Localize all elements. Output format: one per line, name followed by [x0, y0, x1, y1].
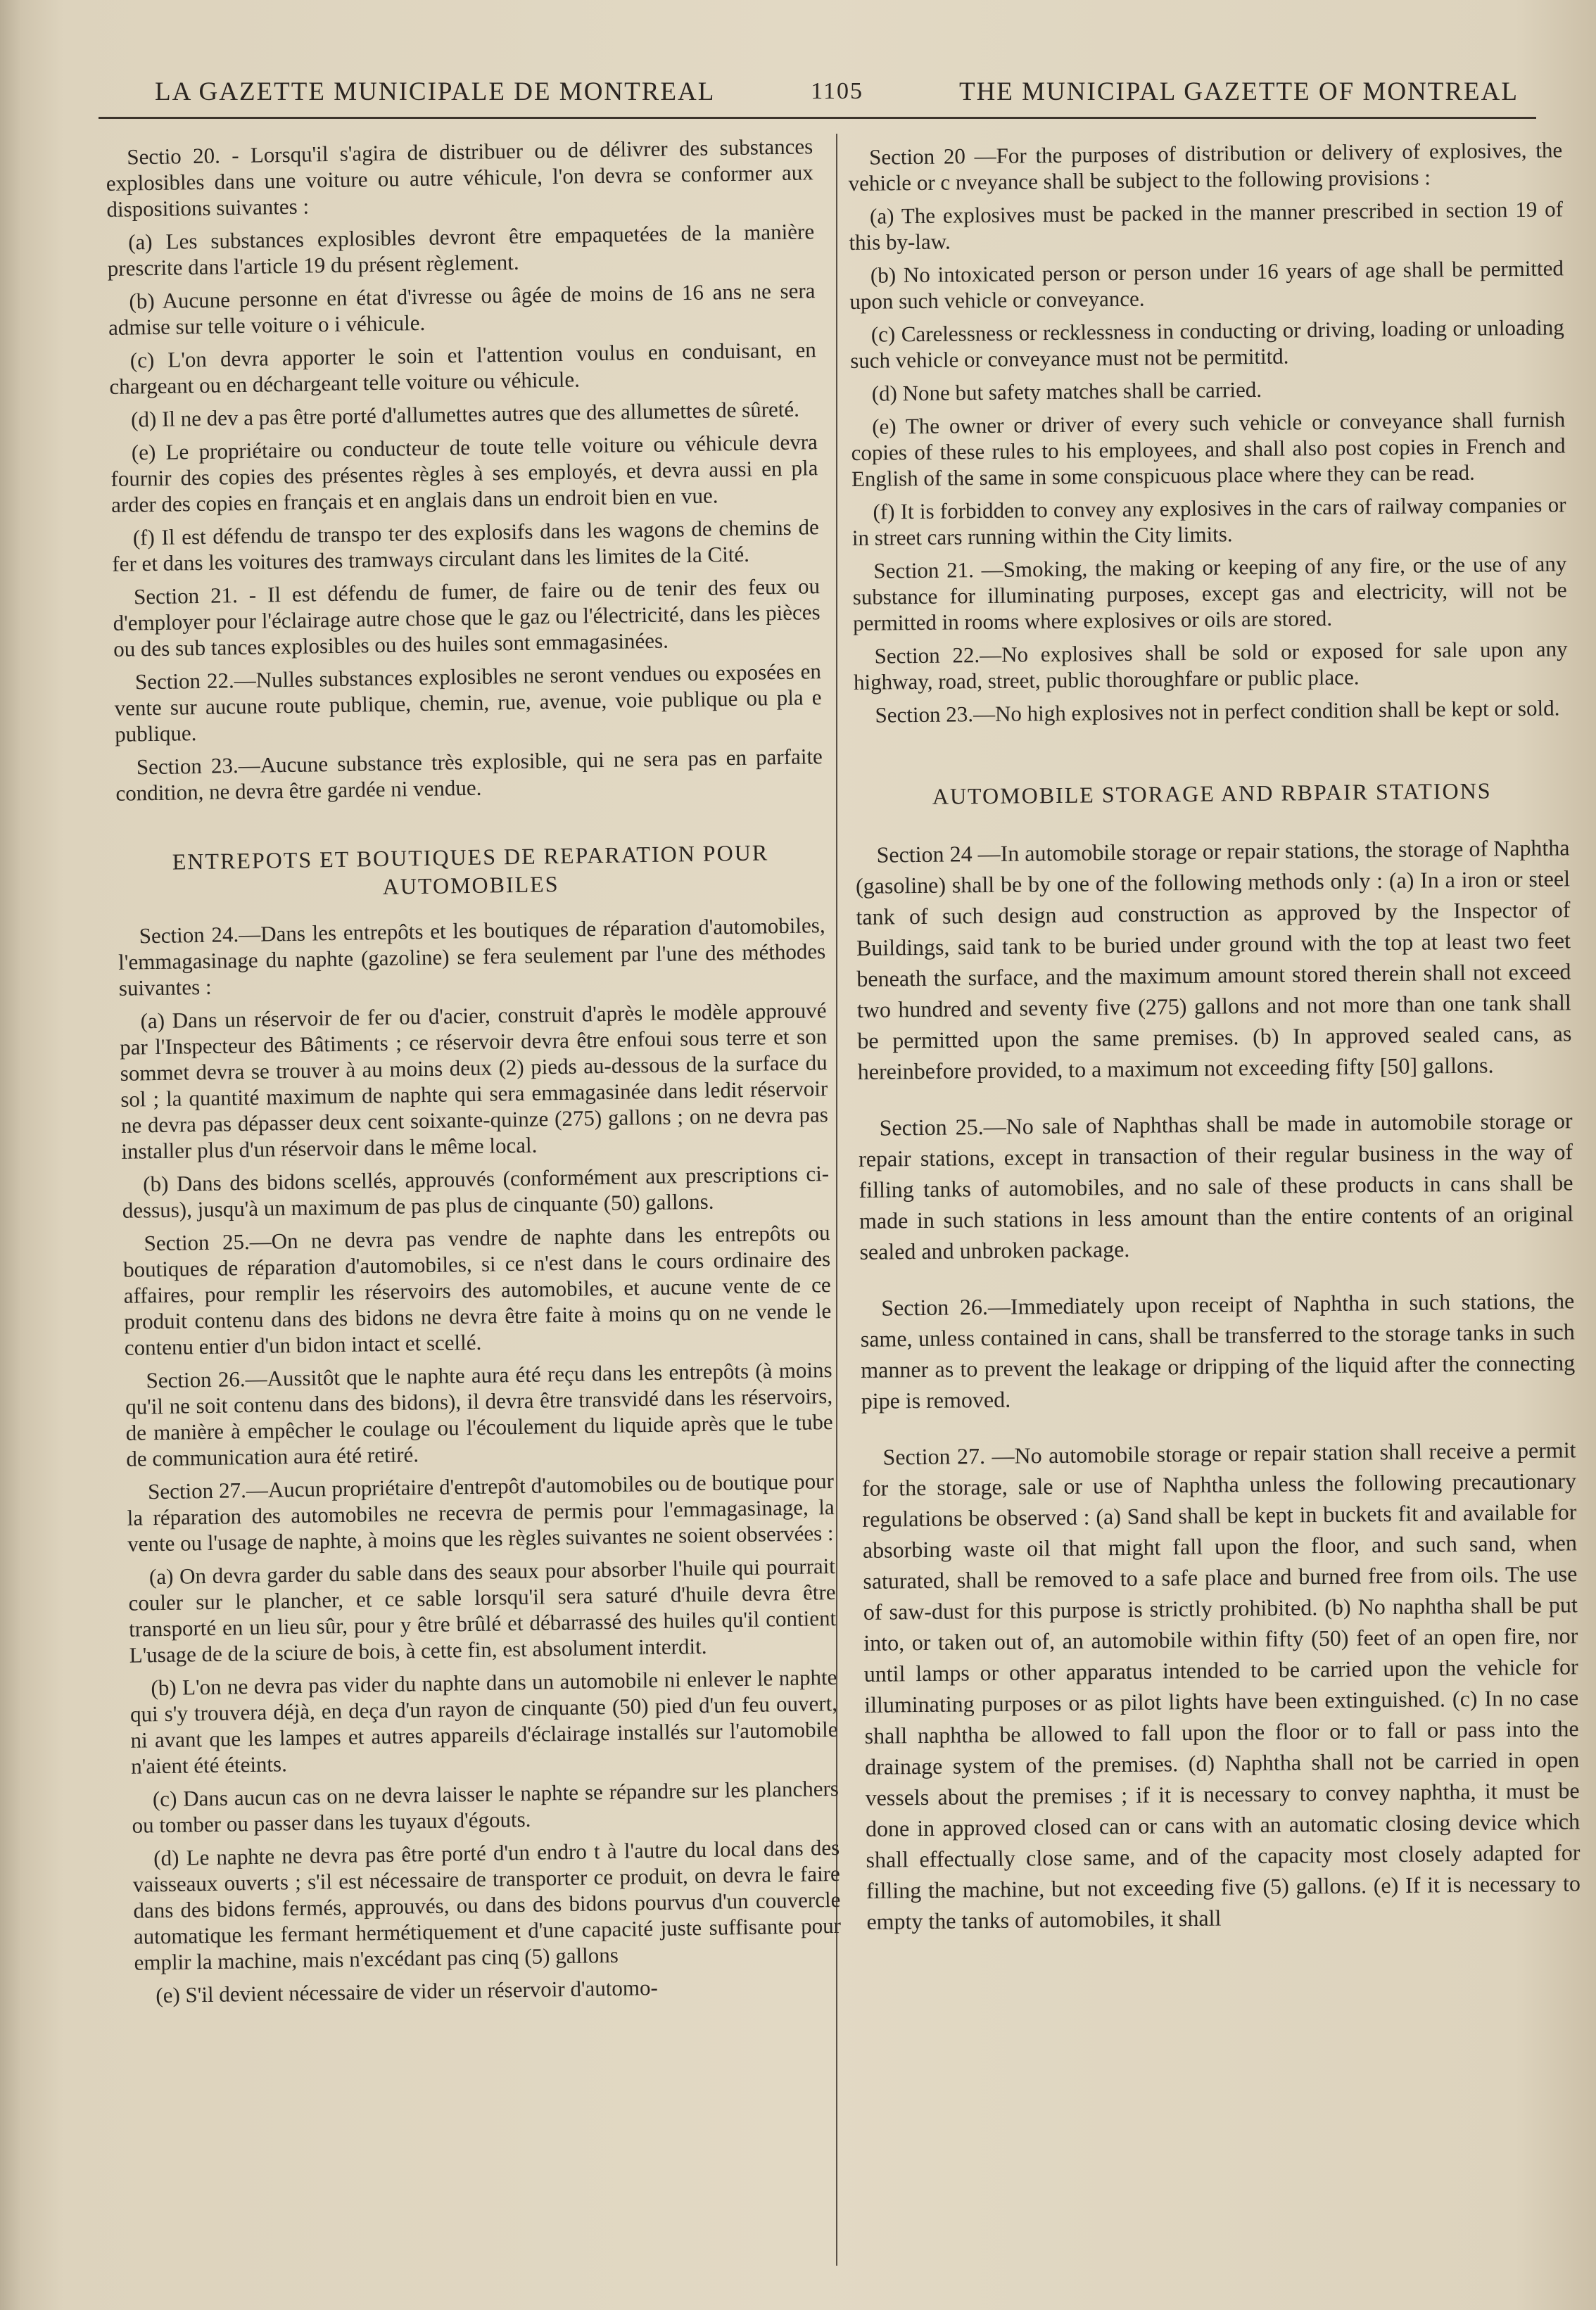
paragraph: Section 27.—Aucun propriétaire d'entrepôt d'automobiles ou de boutique pour la réparation des automobiles ne recevra de permis pour l'emmagasinage, la vente ou l'usage de naphte, à moins que les règles suivantes ne soient observées : — [127, 1468, 835, 1556]
french-column — [106, 133, 842, 2015]
paragraph: Section 24 —In automobile storage or repair stations, the storage of Naphtha (gasoline) shall be by one of the following methods only : (a) In a iron or steel tank of such design aud construction as approved by the Inspector of Buildings, said tank to be buried under ground with the top at least two feet beneath the surface, and the maximum amount stored therein shall not exceed two hundred and seventy five (275) gallons and not more than one tank shall be permitted upon the same premises. (b) In approved sealed cans, as hereinbefore provided, to a maximum not exceeding fifty [50] gallons. — [855, 834, 1572, 1084]
paragraph: (a) Les substances explosibles devront être empaquetées de la manière prescrite dans l'article 19 du présent règlement. — [107, 219, 815, 281]
paragraph: (a) On devra garder du sable dans des seaux pour absorber l'huile qui pourrait couler sur le plancher, et ce sable lorsqu'il sera saturé d'huile devra être transporté en un lieu sûr, pour y être brûlé et débarrassé des huiles qu'il contient L'usage de de la sciure de bois, à cette fin, est absolument interdit. — [128, 1553, 837, 1668]
paragraph: Section 21. —Smoking, the making or keeping of any fire, or the use of any substance for illuminating purposes, except gas and electricity, will not be permitted in rooms where explosives or oils are stored. — [852, 551, 1567, 635]
paragraph: Section 27. —No automobile storage or repair station shall receive a permit for the storage, sale or use of Naphtha unless the following precautionary regulations be observed : (a) Sand shall be kept in buckets fit and available for absorbing waste oil that might fall upon the floor, and such sand, when saturated, shall be removed to a safe place and burned free from oils. The use of saw-dust for this purpose is strictly prohibited. (b) No naphtha shall be put into, or taken out of, an automobile within fifty (50) feet of an open fire, nor until lamps or other apparatus intended to be carried upon the vehicle for illuminating purposes or as pilot lights have been extinguished. (c) In no case shall naphtha be allowed to fall upon the floor or to fall or pass into the drainage system of the premises. (d) Naphtha shall not be carried in open vessels about the premises ; if it is necessary to convey naphtha, it must be done in approved closed can or cans with an automatic closing device which shall effectually close same, and of the capacity most closely adapted for filling the machine, but not exceeding five (5) gallons. (e) If it is necessary to empty the tanks of automobiles, it shall — [861, 1437, 1581, 1934]
paragraph: (d) None but safety matches shall be carried. — [871, 376, 1262, 406]
page-number: 1105 — [811, 78, 864, 104]
paragraph: Section 23.—No high explosives not in perfect condition shall be kept or sold. — [875, 695, 1560, 728]
paragraph: (d) Le naphte ne devra pas être porté d'un endro t à l'autre du local dans des vaisseaux ouverts ; s'il est nécessaire de transporter ce produit, on devra le faire dans des bidons fermés, approuvés, ou dans des bidons pourvus d'un couvercle automatique les fermant hermétiquement et d'une capacité juste suffisante pour emplir la machine, mais n'excédant pas cinq (5) gallons — [132, 1834, 842, 1975]
paragraph: (e) S'il devient nécessaire de vider un réservoir d'automo- — [156, 1974, 659, 2008]
header-rule — [99, 117, 1536, 119]
english-automobile-sections — [855, 832, 1581, 1937]
paragraph: (b) L'on ne devra pas vider du naphte dans un automobile ni enlever le naphte qui s'y trouvera déjà, en deça d'un rayon de cinquante (50) pied d'un feu ouvert, ni avant que les lampes et autres appareils d'éclairage installés sur l'automobile n'aient été éteints. — [129, 1664, 838, 1779]
paragraph: Section 24.—Dans les entrepôts et les boutiques de réparation d'automobiles, l'emmagasinage du naphte (gazoline) se fera seulement par l'une des méthodes suivantes : — [118, 913, 826, 1001]
paragraph: (b) Aucune personne en état d'ivresse ou âgée de moins de 16 ans ne sera admise sur telle voiture o i véhicule. — [108, 278, 816, 340]
paragraph: (d) Il ne dev a pas être porté d'allumettes autres que des allumettes de sûreté. — [130, 396, 800, 432]
french-explosives-sections — [106, 133, 823, 806]
paragraph: (c) L'on devra apporter le soin et l'attention voulus en conduisant, en chargeant ou en déchargeant telle voiture ou véhicule. — [109, 337, 816, 399]
french-section-heading: ENTREPOTS ET BOUTIQUES DE REPARATION POUR AUTOMOBILES — [172, 839, 769, 899]
paragraph: Section 26.—Aussitôt que le naphte aura été reçu dans les entrepôts (à moins qu'il ne soit contenu dans des bidons), il devra être transvidé dans les réservoirs, de manière à empêcher le coulage ou l'écoulement du liquide après que le tube de communication aura été retiré. — [125, 1357, 833, 1471]
paragraph: Section 21. - Il est défendu de fumer, de faire ou de tenir des feux ou d'employer pour l'éclairage autre chose que le gaz ou l'électricité, dans les pièces ou des sub tances explosibles ou des huiles sont emmagasinées. — [113, 573, 821, 661]
paragraph: Section 25.—No sale of Naphthas shall be made in automobile storage or repair stations, except in transaction of their regular business in the way of filling tanks of automobiles, and no sale of these products in cans shall be made in such stations in less amount than the entire contents of an original sealed and unbroken package. — [858, 1108, 1574, 1264]
french-automobile-sections — [118, 912, 842, 2009]
english-column — [848, 137, 1581, 1962]
header-english-title: THE MUNICIPAL GAZETTE OF MONTREAL — [958, 77, 1519, 106]
paragraph: (a) The explosives must be packed in the manner prescribed in section 19 of this by-law. — [849, 196, 1564, 255]
paragraph: (b) Dans des bidons scellés, approuvés (conformément aux prescriptions ci-dessus), jusqu'à un maximum de pas plus de cinquante (50) gallons. — [122, 1161, 830, 1223]
page-header — [106, 67, 1540, 116]
english-section-heading: AUTOMOBILE STORAGE AND RBPAIR STATIONS — [932, 778, 1492, 809]
paragraph: (e) Le propriétaire ou conducteur de toute telle voiture ou véhicule devra fournir des copies des présentes règles à ses employés, et devra aussi en pla arder des copies en français et en anglais dans un endroit bien en vue. — [110, 429, 818, 517]
paragraph: Sectio 20. - Lorsqu'il s'agira de distribuer ou de délivrer des substances explosibles dans une voiture ou autre véhicule, l'on devra se conformer aux dispositions suivantes : — [106, 134, 814, 222]
paragraph: Section 20 —For the purposes of distribution or delivery of explosives, the vehicle or c nveyance shall be subject to the following provisions : — [848, 137, 1563, 196]
paragraph: Section 26.—Immediately upon receipt of Naphtha in such stations, the same, unless contained in cans, shall be transferred to the storage tanks in such manner as to prevent the leakage or dripping of the liquid after the connecting pipe is removed. — [860, 1288, 1576, 1414]
paragraph: (c) Dans aucun cas on ne devra laisser le naphte se répandre sur les planchers ou tomber ou passer dans les tuyaux d'égouts. — [132, 1775, 840, 1838]
paragraph: (c) Carelessness or recklessness in conducting or driving, loading or unloading such vehicle or conveyance must not be permititd. — [850, 315, 1564, 373]
paragraph: Section 23.—Aucune substance très explosible, qui ne sera pas en parfaite condition, ne devra être gardée ni vendue. — [115, 744, 823, 806]
paragraph: (e) The owner or driver of every such vehicle or conveyance shall furnish copies of these rules to his employees, and shall also post copies in French and English of the same in some conspicuous place where they can be read. — [851, 407, 1566, 491]
paragraph: (a) Dans un réservoir de fer ou d'acier, construit d'après le modèle approuvé par l'Inspecteur des Bâtiments ; ce réservoir devra être enfoui sous terre et son sommet devra se trouver à au moins deux (2) pieds au-dessous de la surface du sol ; la quantité maximum de naphte qui sera emmagasinée dans ledit réservoir ne devra pas dépasser deux cent soixante-quinze (275) gallons ; on ne devra pas installer plus d'un réservoir dans le même local. — [119, 998, 829, 1164]
paragraph: (b) No intoxicated person or person under 16 years of age shall be permitted upon such vehicle or conveyance. — [849, 255, 1564, 314]
paragraph: Section 22.—Nulles substances explosibles ne seront vendues ou exposées en vente sur aucune route publique, chemin, rue, avenue, voie publique ou pla e publique. — [114, 659, 822, 747]
english-explosives-sections — [848, 137, 1569, 728]
header-french-title: LA GAZETTE MUNICIPALE DE MONTREAL — [155, 77, 716, 106]
paragraph: (f) Il est défendu de transpo ter des explosifs dans les wagons de chemins de fer et dans les voitures des tramways circulant dans les limites de la Cité. — [112, 514, 819, 576]
paragraph: Section 22.—No explosives shall be sold or exposed for sale upon any highway, road, street, public thoroughfare or public place. — [853, 636, 1568, 694]
paragraph: Section 25.—On ne devra pas vendre de naphte dans les entrepôts ou boutiques de réparation d'automobiles, si ce n'est dans le cours ordinaire des affaires, pour remplir les réservoirs des automobiles, et aucune vente de ce produit contenu dans des bidons ne devra être faite à moins qu on ne vende le contenu entier d'un bidon intact et scellé. — [122, 1220, 832, 1360]
paragraph: (f) It is forbidden to convey any explosives in the cars of railway companies or in street cars running within the City limits. — [851, 492, 1566, 550]
